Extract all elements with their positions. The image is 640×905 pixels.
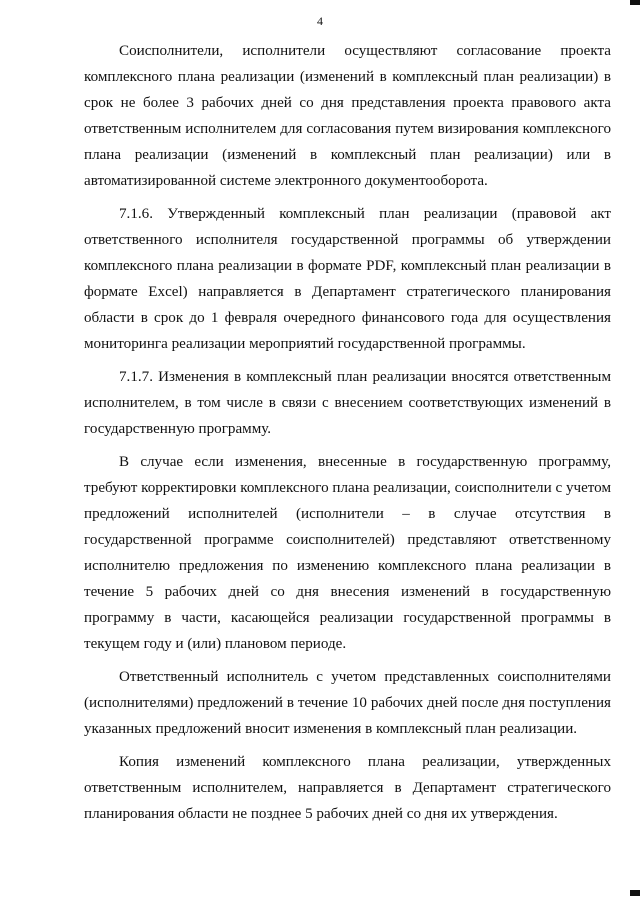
paragraph-coexecutors-approval: Соисполнители, исполнители осуществляют согласование проекта комплексного плана реализации (изменений в комплексный план реализации) в срок не более 3 рабочих дней со дня представления проекта правового акта ответственным исполнителем для согласования путем визирования комплексного плана реализации (изменений в комплексный план реализации) или в автоматизированной системе электронного документооборота.	[84, 43, 611, 189]
document-body	[84, 38, 611, 834]
paragraph-copy-of-changes: Копия изменений комплексного плана реализации, утвержденных ответственным исполнителем, направляется в Департамент стратегического планирования области не позднее 5 рабочих дней со дня их утверждения.	[84, 754, 611, 822]
scan-corner-mark-bottom	[630, 890, 640, 896]
paragraph-responsible-executor: Ответственный исполнитель с учетом представленных соисполнителями (исполнителями) предложений в течение 10 рабочих дней после дня поступления указанных предложений вносит изменения в комплексный план реализации.	[84, 669, 611, 737]
paragraph-7-1-7: 7.1.7. Изменения в комплексный план реализации вносятся ответственным исполнителем, в том числе в связи с внесением соответствующих изменений в государственную программу.	[84, 369, 611, 437]
paragraph-adjustment-case: В случае если изменения, внесенные в государственную программу, требуют корректировки комплексного плана реализации, соисполнители с учетом предложений исполнителей (исполнители – в случае отсутствия в государственной программе соисполнителей) представляют ответственному исполнителю предложения по изменению комплексного плана реализации в течение 5 рабочих дней со дня внесения изменений в государственную программу в части, касающейся реализации государственной программы в текущем году и (или) плановом периоде.	[84, 454, 611, 652]
paragraph-7-1-6: 7.1.6. Утвержденный комплексный план реализации (правовой акт ответственного исполнителя государственной программы об утверждении комплексного плана реализации в формате PDF, комплексный план реализации в формате Excel) направляется в Департамент стратегического планирования области в срок до 1 февраля очередного финансового года для осуществления мониторинга реализации мероприятий государственной программы.	[84, 206, 611, 352]
page-number: 4	[317, 14, 323, 28]
scan-corner-mark-top	[630, 0, 640, 5]
